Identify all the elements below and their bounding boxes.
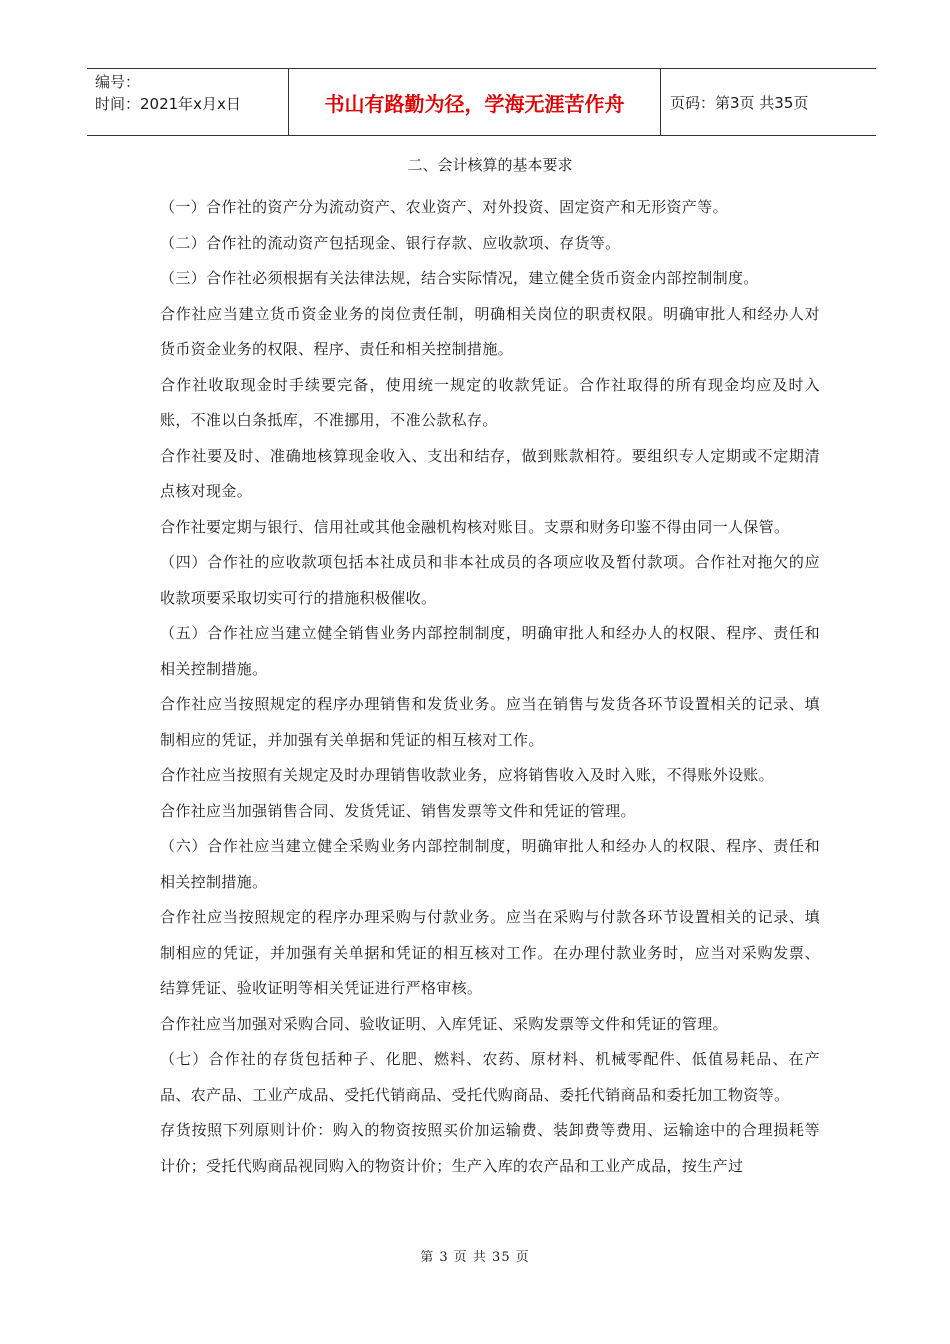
paragraph: 合作社应当建立货币资金业务的岗位责任制，明确相关岗位的职责权限。明确审批人和经办人对货币资金业务的权限、程序、责任和相关控制措施。	[160, 304, 820, 358]
document-number-label: 编号：	[95, 73, 141, 91]
paragraph: 存货按照下列原则计价：购入的物资按照买价加运输费、装卸费等费用、运输途中的合理损耗等计价；受托代购商品视同购入的物资计价；生产入库的农产品和工业产成品，按生产过	[160, 1121, 820, 1175]
document-time-label: 时间：2021年x月x日	[95, 95, 241, 113]
page-header	[87, 68, 876, 136]
page-footer: 第 3 页 共 35 页	[420, 1250, 530, 1265]
paragraph: 合作社应当加强对采购合同、验收证明、入库凭证、采购发票等文件和凭证的管理。	[160, 1014, 728, 1033]
paragraph: （一）合作社的资产分为流动资产、农业资产、对外投资、固定资产和无形资产等。	[160, 198, 728, 216]
paragraph: 合作社要定期与银行、信用社或其他金融机构核对账目。支票和财务印鉴不得由同一人保管。	[160, 517, 790, 536]
paragraph: （四）合作社的应收款项包括本社成员和非本社成员的各项应收及暂付款项。合作社对拖欠的应收款项要采取切实可行的措施积极催收。	[160, 553, 820, 607]
paragraph: 合作社应当按照有关规定及时办理销售收款业务，应将销售收入及时入账，不得账外设账。	[160, 766, 775, 784]
paragraph: 合作社应当加强销售合同、发货凭证、销售发票等文件和凭证的管理。	[160, 801, 636, 820]
paragraph: （六）合作社应当建立健全采购业务内部控制制度，明确审批人和经办人的权限、程序、责任和相关控制措施。	[160, 837, 820, 891]
section-title: 二、会计核算的基本要求	[407, 156, 573, 174]
paragraph: （五）合作社应当建立健全销售业务内部控制制度，明确审批人和经办人的权限、程序、责任和相关控制措施。	[160, 624, 820, 678]
paragraph: 合作社应当按照规定的程序办理采购与付款业务。应当在采购与付款各环节设置相关的记录、填制相应的凭证，并加强有关单据和凭证的相互核对工作。在办理付款业务时，应当对采购发票、结算凭证、验收证明等相关凭证进行严格审核。	[160, 908, 820, 997]
header-page-info: 页码：第3页 共35页	[670, 93, 809, 112]
paragraph: （二）合作社的流动资产包括现金、银行存款、应收款项、存货等。	[160, 233, 621, 252]
paragraph: 合作社应当按照规定的程序办理销售和发货业务。应当在销售与发货各环节设置相关的记录、填制相应的凭证，并加强有关单据和凭证的相互核对工作。	[160, 695, 820, 749]
paragraph: （七）合作社的存货包括种子、化肥、燃料、农药、原材料、机械零配件、低值易耗品、在产品、农产品、工业产成品、受托代销商品、受托代购商品、委托代销商品和委托加工物资等。	[160, 1050, 820, 1104]
document-body	[160, 152, 820, 1184]
paragraph: 合作社收取现金时手续要完备，使用统一规定的收款凭证。合作社取得的所有现金均应及时入账，不准以白条抵库，不准挪用，不准公款私存。	[160, 375, 820, 429]
paragraph: 合作社要及时、准确地核算现金收入、支出和结存，做到账款相符。要组织专人定期或不定期清点核对现金。	[160, 446, 820, 500]
header-motto: 书山有路勤为径，学海无涯苦作舟	[289, 69, 661, 135]
header-meta	[87, 69, 289, 135]
paragraph: （三）合作社必须根据有关法律法规，结合实际情况，建立健全货币资金内部控制制度。	[160, 269, 759, 287]
